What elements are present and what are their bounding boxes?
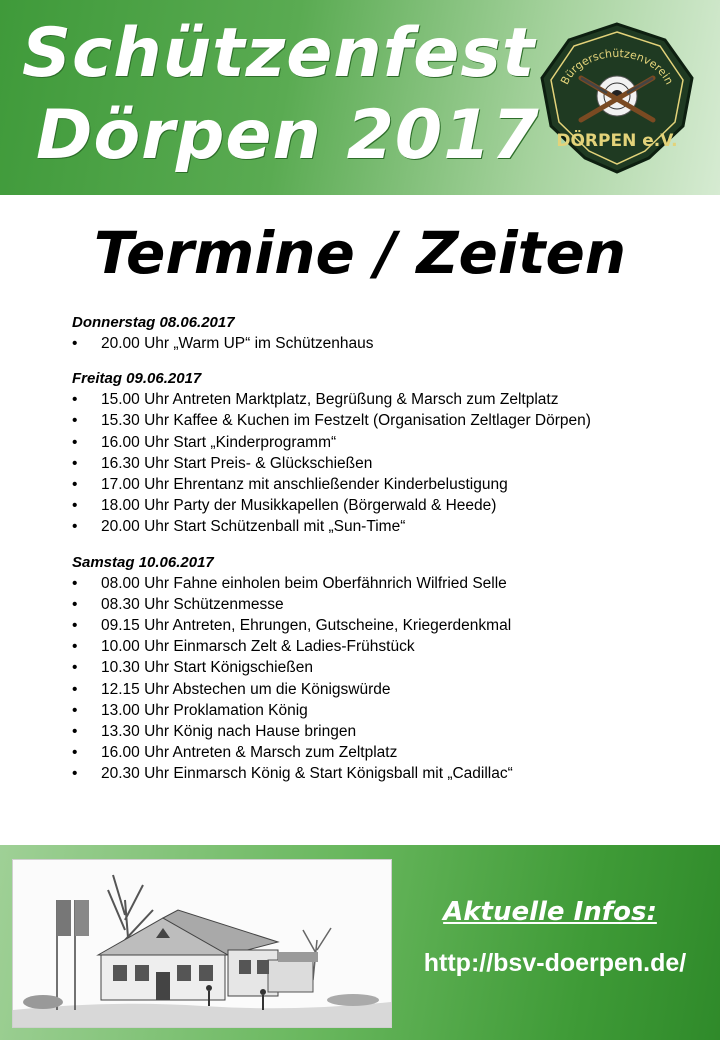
schedule-event: • 20.30 Uhr Einmarsch König & Start Königsball mit „Cadillac“	[72, 763, 692, 784]
info-label: Aktuelle Infos:	[443, 897, 657, 927]
schedule-event: • 12.15 Uhr Abstechen um die Königswürde	[72, 679, 692, 700]
schedule-list	[72, 313, 692, 800]
day-block	[72, 553, 692, 785]
schedule-event: • 10.30 Uhr Start Königschießen	[72, 657, 692, 678]
schedule-event: • 08.00 Uhr Fahne einholen beim Oberfähnrich Wilfried Selle	[72, 573, 692, 594]
day-block	[72, 369, 692, 537]
schedule-event: • 15.00 Uhr Antreten Marktplatz, Begrüßung & Marsch zum Zeltplatz	[72, 389, 692, 410]
page-heading: Termine / Zeiten	[93, 219, 627, 287]
clubhouse-sketch-image	[12, 859, 392, 1028]
header-banner	[0, 0, 720, 195]
schedule-event: • 15.30 Uhr Kaffee & Kuchen im Festzelt (Organisation Zeltlager Dörpen)	[72, 410, 692, 431]
clubhouse-drawing	[13, 860, 391, 1027]
day-block	[72, 313, 692, 354]
schedule-event: • 10.00 Uhr Einmarsch Zelt & Ladies-Frühstück	[72, 636, 692, 657]
event-title-line-1: Schützenfest	[22, 14, 536, 93]
schedule-event: • 20.00 Uhr „Warm UP“ im Schützenhaus	[72, 333, 692, 354]
schedule-event: • 16.00 Uhr Start „Kinderprogramm“	[72, 432, 692, 453]
shooting-club-crest-icon	[537, 18, 697, 178]
schedule-event: • 13.30 Uhr König nach Hause bringen	[72, 721, 692, 742]
schedule-event: • 16.30 Uhr Start Preis- & Glückschießen	[72, 453, 692, 474]
emblem-location: DÖRPEN e.V.	[556, 131, 678, 151]
schedule-event: • 13.00 Uhr Proklamation König	[72, 700, 692, 721]
schedule-event: • 17.00 Uhr Ehrentanz mit anschließender Kinderbelustigung	[72, 474, 692, 495]
footer-banner	[0, 845, 720, 1040]
day-title: Samstag 10.06.2017	[72, 553, 214, 571]
day-title: Donnerstag 08.06.2017	[72, 314, 235, 331]
schedule-event: • 18.00 Uhr Party der Musikkapellen (Börgerwald & Heede)	[72, 495, 692, 516]
emblem-arc-text: Bürgerschützenverein	[558, 46, 676, 87]
schedule-event: • 08.30 Uhr Schützenmesse	[72, 594, 692, 615]
website-link[interactable]: http://bsv-doerpen.de/	[423, 949, 687, 977]
schedule-event: • 20.00 Uhr Start Schützenball mit „Sun-Time“	[72, 516, 692, 537]
schedule-event: • 09.15 Uhr Antreten, Ehrungen, Gutscheine, Kriegerdenkmal	[72, 615, 692, 636]
day-title: Freitag 09.06.2017	[72, 370, 202, 388]
schedule-event: • 16.00 Uhr Antreten & Marsch zum Zeltplatz	[72, 742, 692, 763]
event-title-line-2: Dörpen 2017	[36, 96, 540, 175]
